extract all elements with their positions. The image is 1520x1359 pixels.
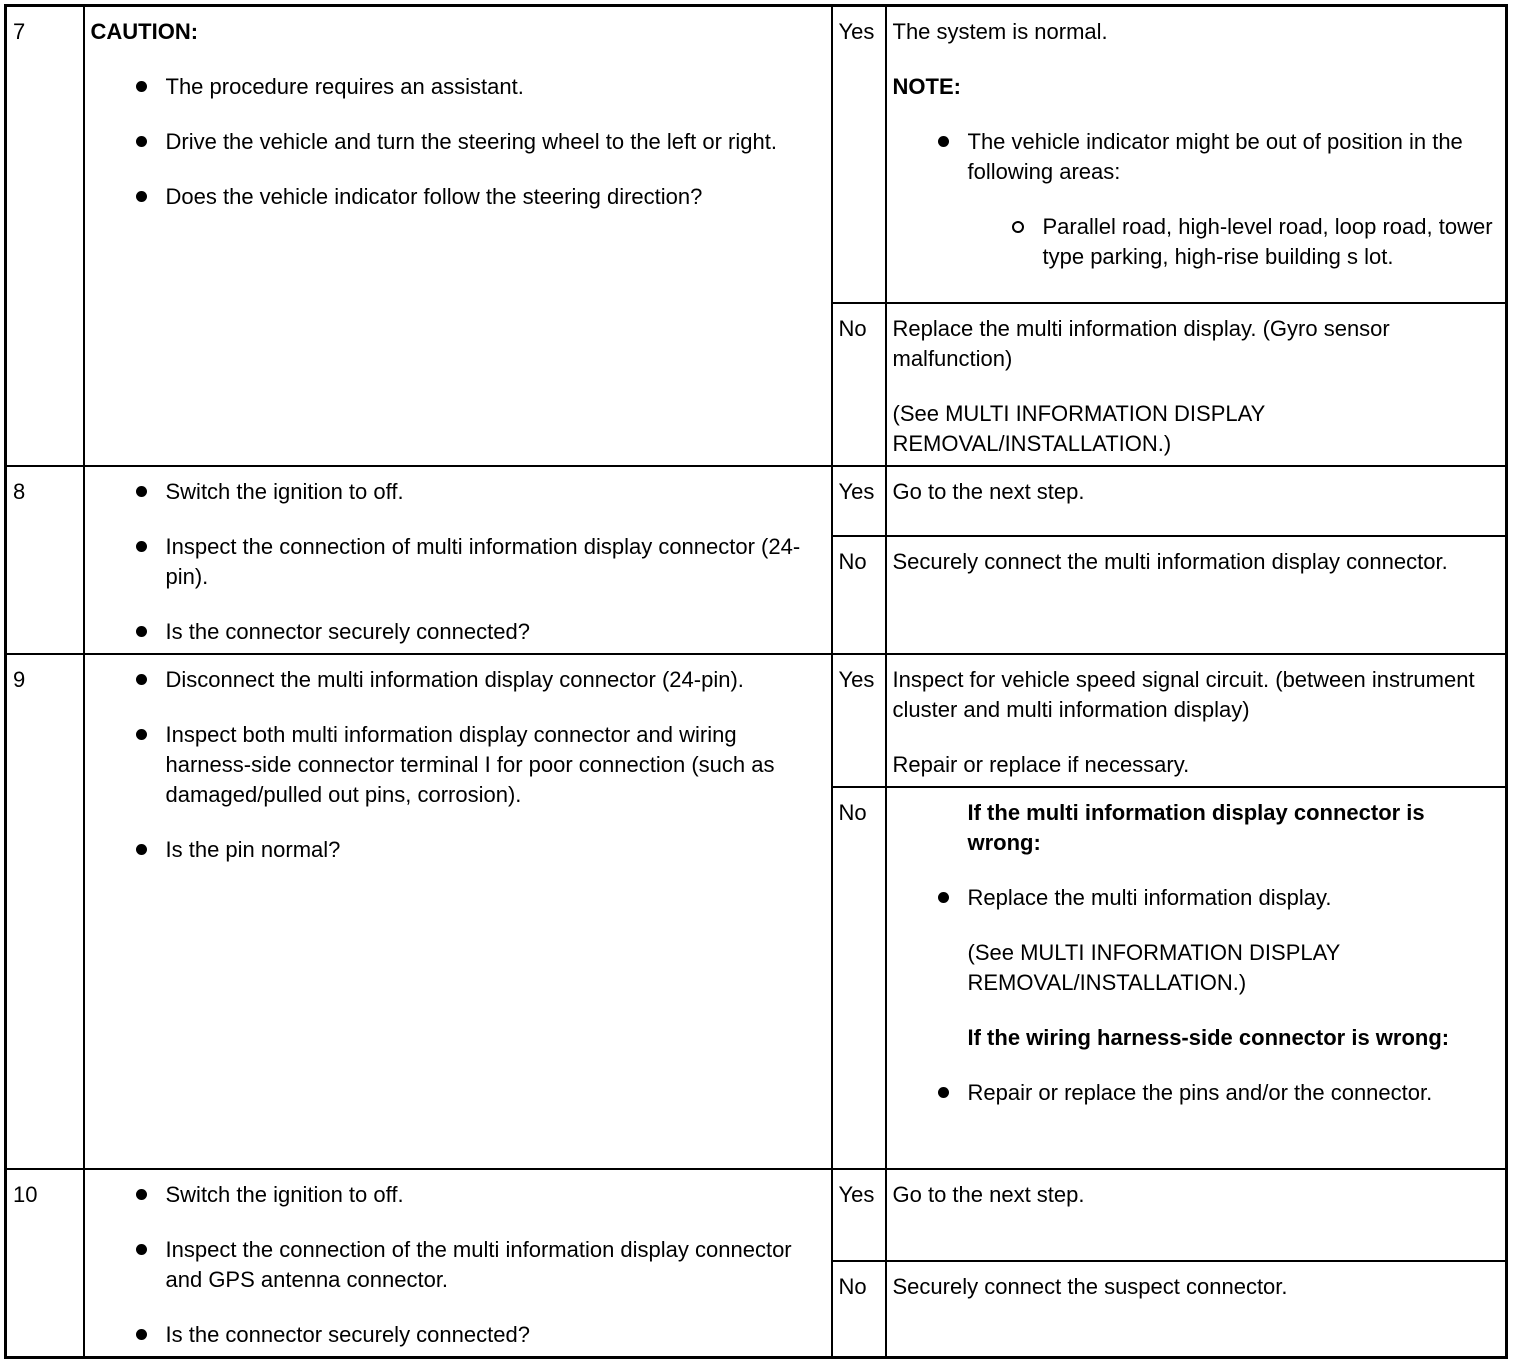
action-item: Inspect the connection of multi information display connector (24-pin). xyxy=(91,532,825,592)
step-number: 8 xyxy=(6,466,84,654)
no-result: Securely connect the multi information display connector. xyxy=(886,536,1507,654)
no-result: Securely connect the suspect connector. xyxy=(886,1261,1507,1358)
step-7-yes-row xyxy=(6,6,1507,303)
result-text: Repair or replace if necessary. xyxy=(892,751,1190,777)
remedy-list xyxy=(893,883,1500,913)
action-item: Does the vehicle indicator follow the steering direction? xyxy=(91,182,825,212)
step-9-yes-row xyxy=(6,654,1507,787)
yes-result: Go to the next step. xyxy=(886,466,1507,536)
action-list xyxy=(91,1180,825,1350)
reference-text: (See MULTI INFORMATION DISPLAY REMOVAL/INSTALLATION.) xyxy=(892,400,1265,456)
step-number: 7 xyxy=(6,6,84,466)
action-list xyxy=(91,665,825,865)
no-label: No xyxy=(832,303,886,466)
action-list xyxy=(91,477,825,647)
action-list xyxy=(91,72,825,212)
no-label: No xyxy=(832,536,886,654)
yes-result xyxy=(886,654,1507,787)
no-result xyxy=(886,303,1507,466)
note-label: NOTE: xyxy=(892,74,961,99)
yes-label: Yes xyxy=(832,654,886,787)
action-item: Inspect the connection of the multi information display connector and GPS antenna connector. xyxy=(91,1235,825,1295)
yes-result xyxy=(886,6,1507,303)
note-item: The vehicle indicator might be out of position in the following areas: xyxy=(893,127,1500,187)
step-number: 9 xyxy=(6,654,84,1169)
step-number: 10 xyxy=(6,1169,84,1358)
no-label: No xyxy=(832,1261,886,1358)
procedure-table xyxy=(4,4,1508,1359)
result-text: Inspect for vehicle speed signal circuit. (between instrument cluster and multi information display) xyxy=(892,666,1475,722)
step-8-yes-row xyxy=(6,466,1507,536)
action-item: Is the connector securely connected? xyxy=(91,1320,825,1350)
step-10-yes-row xyxy=(6,1169,1507,1261)
condition-heading: If the wiring harness-side connector is wrong: xyxy=(967,1024,1450,1050)
step-actions xyxy=(84,6,832,466)
note-subitem: Parallel road, high-level road, loop road, tower type parking, high-rise building s lot. xyxy=(893,212,1500,272)
action-item: Disconnect the multi information display connector (24-pin). xyxy=(91,665,825,695)
result-text: Replace the multi information display. (Gyro sensor malfunction) xyxy=(892,315,1390,371)
yes-label: Yes xyxy=(832,466,886,536)
remedy-list xyxy=(893,1078,1500,1108)
no-result xyxy=(886,787,1507,1169)
remedy-item: Repair or replace the pins and/or the connector. xyxy=(893,1078,1500,1108)
action-item: Switch the ignition to off. xyxy=(91,1180,825,1210)
diagnostic-procedure-table xyxy=(4,4,1508,1347)
action-item: Inspect both multi information display connector and wiring harness-side connector terminal I for poor connection (such as damaged/pulled out pins, corrosion). xyxy=(91,720,825,810)
note-list xyxy=(893,127,1500,272)
result-text: The system is normal. xyxy=(892,19,1108,44)
action-item: Drive the vehicle and turn the steering wheel to the left or right. xyxy=(91,127,825,157)
reference-text: (See MULTI INFORMATION DISPLAY REMOVAL/INSTALLATION.) xyxy=(967,939,1340,995)
action-item: Is the connector securely connected? xyxy=(91,617,825,647)
action-item: The procedure requires an assistant. xyxy=(91,72,825,102)
yes-label: Yes xyxy=(832,6,886,303)
step-actions xyxy=(84,654,832,1169)
yes-result: Go to the next step. xyxy=(886,1169,1507,1261)
yes-label: Yes xyxy=(832,1169,886,1261)
remedy-item: Replace the multi information display. xyxy=(893,883,1500,913)
caution-heading: CAUTION: xyxy=(90,19,199,44)
action-item: Switch the ignition to off. xyxy=(91,477,825,507)
condition-heading: If the multi information display connector is wrong: xyxy=(967,799,1425,855)
action-item: Is the pin normal? xyxy=(91,835,825,865)
step-actions xyxy=(84,466,832,654)
no-label: No xyxy=(832,787,886,1169)
step-actions xyxy=(84,1169,832,1358)
